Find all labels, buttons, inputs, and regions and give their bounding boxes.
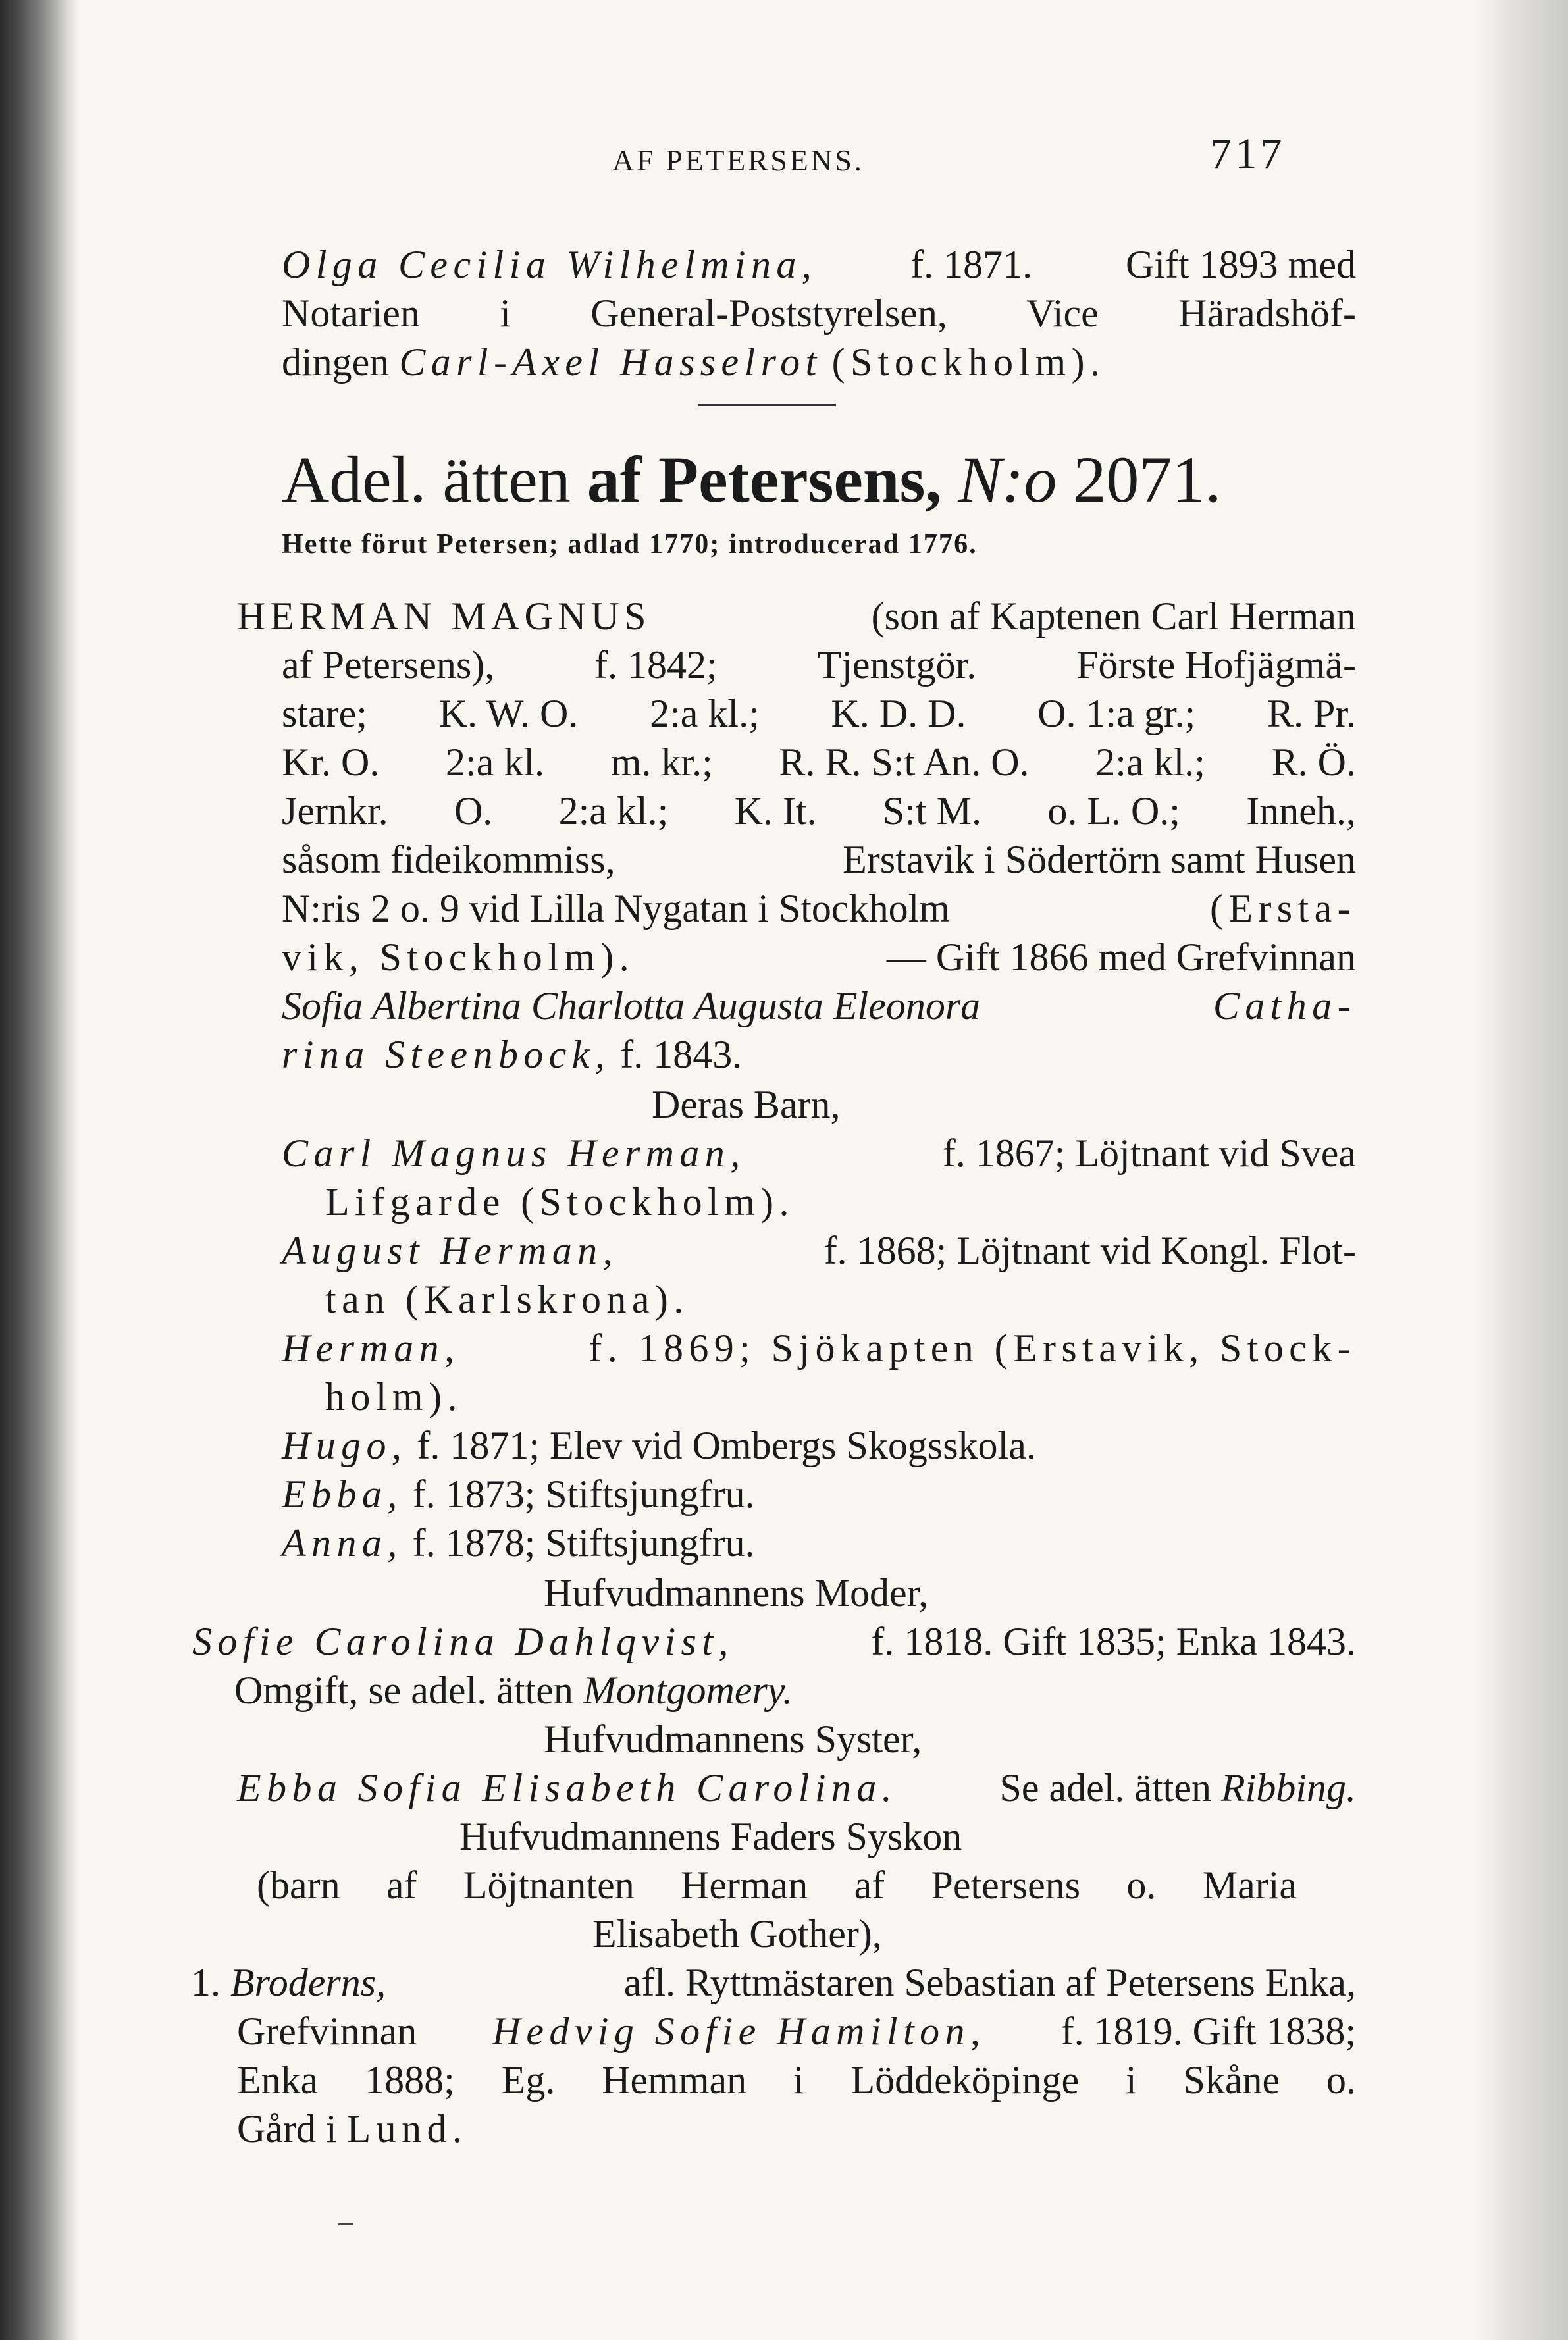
head-l2-b: f. 1842;	[594, 643, 718, 687]
children-heading: Deras Barn,	[652, 1083, 841, 1126]
father-siblings-sub-2: Elisabeth Gother),	[592, 1912, 882, 1956]
child-carl-info: f. 1867; Löjtnant vid Svea	[942, 1131, 1356, 1175]
head-name: HERMAN MAGNUS	[237, 594, 651, 638]
sister-ref-prefix: Se adel. ätten	[999, 1766, 1211, 1809]
head-l4-d: R. R. S:t An. O.	[779, 741, 1030, 784]
section-rule	[698, 404, 836, 406]
olga-marriage: Gift 1893 med	[1126, 243, 1356, 286]
child-august-name: August Herman,	[282, 1229, 618, 1272]
head-l3-f: R. Pr.	[1267, 692, 1356, 735]
sibling-1-line-1	[191, 1959, 1356, 2006]
head-line-6	[282, 836, 1356, 883]
family-note: Hette förut Petersen; adlad 1770; introducerad 1776.	[282, 529, 978, 559]
sibling-1-line4-prefix: Gård i	[237, 2107, 337, 2150]
head-l6-b: Erstavik i Södertörn samt Husen	[843, 838, 1356, 881]
head-l4-a: Kr. O.	[282, 741, 380, 784]
mother-line2-ref: Montgomery.	[583, 1669, 793, 1712]
olga-line-3	[282, 338, 1105, 386]
child-hugo	[282, 1422, 1036, 1469]
head-l5-d: K. It.	[734, 789, 817, 833]
father-siblings-sub-1: (barn af Löjtnanten Herman af Petersens o. Maria	[257, 1863, 1297, 1907]
child-august	[282, 1227, 1356, 1274]
sibling-1-line2-rest: f. 1819. Gift 1838;	[1060, 2010, 1356, 2053]
mother-line2-prefix: Omgift, se adel. ätten	[234, 1669, 573, 1712]
child-anna-info: f. 1878; Stiftsjungfru.	[412, 1521, 755, 1565]
head-l8-a: vik, Stockholm).	[282, 935, 635, 979]
head-line-1-rest: (son af Kaptenen Carl Herman	[871, 594, 1356, 638]
head-l3-a: stare;	[282, 692, 367, 735]
sister-line	[237, 1764, 1356, 1811]
head-l4-f: R. Ö.	[1271, 741, 1356, 784]
sibling-1-rest: afl. Ryttmästaren Sebastian af Petersens Enka,	[623, 1961, 1356, 2004]
olga-name: Olga Cecilia Wilhelmina,	[282, 243, 818, 286]
child-hugo-info: f. 1871; Elev vid Ombergs Skogsskola.	[417, 1424, 1036, 1467]
olga-spouse: Carl-Axel Hasselrot	[399, 340, 822, 384]
head-wife-born: f. 1843.	[620, 1033, 743, 1076]
head-line-1	[237, 592, 1356, 640]
family-title-prefix: Adel. ätten	[282, 443, 571, 516]
olga-line-3-prefix: dingen	[282, 340, 390, 384]
head-line-10	[282, 1031, 742, 1078]
family-title	[282, 444, 1221, 516]
head-l5-a: Jernkr.	[282, 789, 388, 833]
head-l3-d: K. D. D.	[831, 692, 966, 735]
head-l5-g: Inneh.,	[1246, 789, 1356, 833]
head-l7-b: (Ersta-	[1209, 887, 1356, 930]
head-l3-c: 2:a kl.;	[650, 692, 760, 735]
head-line-5	[282, 787, 1356, 835]
head-l8-b: — Gift 1866 med Grefvinnan	[886, 935, 1356, 979]
sister-ref: Ribbing.	[1221, 1766, 1356, 1809]
mother-line-2	[234, 1667, 793, 1714]
head-line-9	[282, 982, 1356, 1029]
mother-line-1	[192, 1618, 1356, 1665]
child-ebba-info: f. 1873; Stiftsjungfru.	[412, 1472, 755, 1516]
head-l4-e: 2:a kl.;	[1095, 741, 1205, 784]
stray-mark	[338, 2223, 353, 2225]
head-l3-b: K. W. O.	[438, 692, 579, 735]
mother-info: f. 1818. Gift 1835; Enka 1843.	[871, 1620, 1356, 1663]
page-number: 717	[1210, 130, 1286, 178]
child-ebba-name: Ebba,	[282, 1472, 403, 1516]
head-l7-a: N:ris 2 o. 9 vid Lilla Nygatan i Stockholm	[282, 887, 950, 930]
child-august-line2: tan (Karlskrona).	[325, 1278, 689, 1321]
child-herman-line2: holm).	[325, 1375, 463, 1418]
head-l5-e: S:t M.	[882, 789, 981, 833]
head-line-8	[282, 933, 1356, 981]
sibling-1-num: 1.	[191, 1961, 221, 2004]
child-herman-info: f. 1869; Sjökapten (Erstavik, Stock-	[588, 1326, 1356, 1370]
child-august-line-2	[325, 1276, 689, 1323]
child-herman-name: Herman,	[282, 1326, 460, 1370]
head-line-7	[282, 885, 1356, 932]
head-wife-end: rina Steenbock,	[282, 1033, 611, 1076]
sibling-1-line2-prefix: Grefvinnan	[237, 2010, 417, 2053]
sibling-1-line-4	[237, 2105, 467, 2152]
child-carl	[282, 1130, 1356, 1177]
head-line-4	[282, 739, 1356, 786]
head-l4-b: 2:a kl.	[446, 741, 545, 784]
child-hugo-name: Hugo,	[282, 1424, 407, 1467]
family-number-label: N:o	[958, 443, 1057, 516]
father-siblings-heading: Hufvudmannens Faders Syskon	[459, 1815, 962, 1858]
head-l2-d: Förste Hofjägmä-	[1076, 643, 1356, 687]
sibling-1-line-3: Enka 1888; Eg. Hemman i Löddeköpinge i Skåne o.	[237, 2058, 1356, 2102]
mother-heading: Hufvudmannens Moder,	[544, 1571, 929, 1615]
olga-line-1	[282, 241, 1356, 288]
head-l4-c: m. kr.;	[610, 741, 713, 784]
mother-name: Sofie Carolina Dahlqvist,	[192, 1620, 734, 1663]
head-l5-c: 2:a kl.;	[558, 789, 669, 833]
sibling-1-line2-name: Hedvig Sofie Hamilton,	[492, 2010, 986, 2053]
head-l2-c: Tjenstgör.	[817, 643, 977, 687]
head-line-2	[282, 641, 1356, 689]
head-l2-a: af Petersens),	[282, 643, 495, 687]
family-title-name: af Petersens,	[587, 443, 942, 516]
olga-born: f. 1871.	[910, 243, 1033, 286]
olga-place: (Stockholm).	[831, 340, 1106, 384]
child-ebba	[282, 1470, 755, 1518]
family-number: 2071.	[1073, 443, 1222, 516]
head-l5-b: O.	[454, 789, 493, 833]
child-anna	[282, 1519, 755, 1567]
child-august-info: f. 1868; Löjtnant vid Kongl. Flot-	[823, 1229, 1356, 1272]
sibling-1-line-2	[237, 2008, 1356, 2055]
olga-line-2: Notarien i General-Poststyrelsen, Vice Häradshöf-	[282, 292, 1356, 335]
child-herman	[282, 1324, 1356, 1372]
head-line-3	[282, 690, 1356, 737]
head-l6-a: såsom fideikommiss,	[282, 838, 615, 881]
sibling-1-lead: Broderns,	[230, 1961, 386, 2004]
sister-heading: Hufvudmannens Syster,	[544, 1717, 922, 1761]
child-herman-line-2	[325, 1373, 463, 1420]
running-head: AF PETERSENS.	[612, 143, 864, 177]
sibling-1-line4-place: Lund.	[346, 2107, 468, 2150]
head-l9-a: Sofia Albertina Charlotta Augusta Eleonora	[282, 984, 981, 1027]
child-anna-name: Anna,	[282, 1521, 403, 1565]
head-l9-b: Catha-	[1213, 984, 1356, 1027]
sister-name: Ebba Sofia Elisabeth Carolina.	[237, 1766, 898, 1809]
child-carl-name: Carl Magnus Herman,	[282, 1131, 746, 1175]
child-carl-line-2	[325, 1178, 795, 1226]
child-carl-line2: Lifgarde (Stockholm).	[325, 1180, 795, 1224]
head-l5-f: o. L. O.;	[1047, 789, 1180, 833]
head-l3-e: O. 1:a gr.;	[1037, 692, 1196, 735]
